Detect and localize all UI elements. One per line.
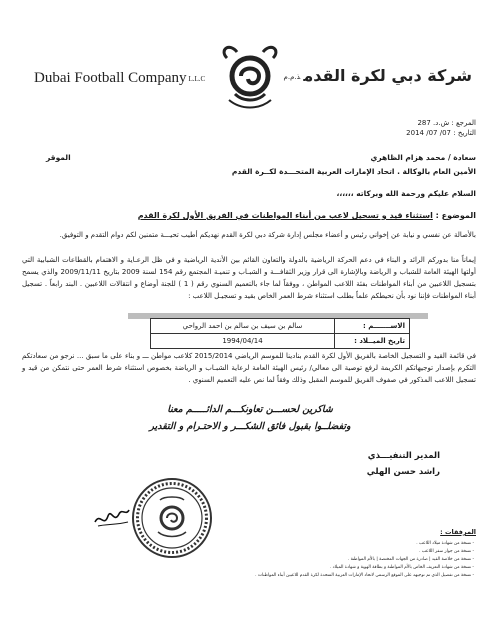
attachment-item: - نسخة من تفصيل الذي تم توجيهه على الموقع الرسمي لاتحاد الإمارات العربية المتحدة لكرة القدم للاعبين أبناء المواطنات .	[255, 573, 474, 578]
company-suffix-ar: ذ.م.م	[283, 72, 301, 81]
player-info-table	[150, 318, 410, 349]
closing-thanks: شاكرين لحســـن تعاونكـــم الدائـــــم معنا	[167, 404, 333, 415]
player-name-label: الاســـــــم :	[335, 319, 410, 334]
table-row	[151, 334, 410, 349]
company-name-arabic	[284, 66, 472, 85]
closing-regards: وتفضلــوا بقبول فائق الشكـــر و الاحتـرام و التقدير	[149, 421, 351, 432]
table-row	[151, 319, 410, 334]
body-paragraph-3: في قائمة القيد و التسجيل الخاصة بالفريق الأول لكرة القدم بنادينا للموسم الرياضي 2015/2014 كلاعب مواطن ـــ و بناء على ما سبق ... نرجو من سعادتكم التكرم بإصدار توجيهاتكم الكريمة لرفع توصية الى معالي/ رئيس الهيئة العامة لرعاية الشبـاب و الرياضة بخصوص استثناء شرط العمر حتى نتمكن من قيد و تسجيل اللاعب المذكور في صفوف الفريق للموسم المقبل وذلك وفقاً لما نص عليه التعميم السنوي .	[22, 352, 476, 384]
recipient-name: سعادة / محمد هزام الظاهري	[370, 153, 476, 162]
reference-block	[356, 118, 476, 138]
player-dob-label: تاريخ الميــلاد :	[335, 334, 410, 349]
attachment-item: - نسخة من شهادة ميلاد اللاعب .	[416, 541, 474, 546]
recipient-honorific: الموقر	[46, 153, 71, 162]
player-name-value: سالم بن سيف بن سالم بن احمد الرواحي	[151, 319, 335, 334]
recipient-block	[46, 152, 476, 177]
subject-line	[46, 211, 476, 220]
company-name-en-text: Dubai Football Company	[34, 70, 187, 86]
attachments-title: المرفقات :	[440, 528, 476, 536]
official-stamp-icon	[130, 476, 214, 560]
signatory-name: راشد حسن الهلي	[366, 467, 440, 477]
player-dob-value: 1994/04/14	[151, 334, 335, 349]
subject-label: الموضوع :	[435, 211, 476, 220]
company-name-ar-text: شركة دبي لكرة القدم	[303, 66, 472, 85]
recipient-position: الأمين العام بالوكالة . اتحاد الإمارات العربية المتحـــدة لكــرة القدم	[231, 167, 476, 176]
company-logo-icon	[215, 38, 285, 110]
greeting: السلام عليكم ورحمة الله وبركاته ،،،،،،	[336, 189, 476, 198]
company-name-english	[34, 70, 205, 87]
attachment-item: - نسخة من خلاصة القيد | صادرة من الجهات المختصة | بالأم المواطنة .	[347, 557, 474, 562]
signature-icon	[92, 498, 132, 532]
body-paragraph-1: بالأصالة عن نفسي و نيابة عن إخواني رئيس و أعضاء مجلس إدارة شركة دبي لكرة القدم نهديكم أطيب تحيـــة متمنين لكم دوام التقدم و التوفيق.	[59, 231, 476, 239]
reference-number: المرجع : ش.د. 287	[417, 119, 476, 127]
subject-text: استثناء قيد و تسجيل لاعب من أبناء المواطنات في الفريق الأول لكرة القدم	[137, 211, 433, 220]
attachment-item: - نسخة من شهادة التعريف الخاص بالأم المواطنة و بطاقة الهوية و شهادة الميلاد .	[329, 565, 474, 570]
body-paragraph-2: إيماناً منا بدوركم الرائد و البناء في دعم الحركة الرياضية بالدولة والتعاون القائم بين الأندية الرياضية و في ظل الرعـاية و الاهتمام بالقطاعات الشبابية التي أولتها الهيئة العامة للشباب و الرياضة وبالإشارة الى قرار وزير الثقافـــة و الشبـاب و تنميـة المجتمع رقم 154 لسنة 2009 بتاريخ 2009/11/11 والذي يسمح بتسجيل اللاعبين من أبناء المواطنات بفئة اللاعب المواطن ، ووفقاً لما جاء بالتعميم السنوي رقم ( 1 ) للجنة أوضاع و انتقالات اللاعبين . البند رابعاً . تسجيل أبناء المواطنات فإننا نود بأن نحيطكم علماً بطلب استثناء شرط العمر الخاص بقيد و تسجيـل اللاعب :	[22, 256, 476, 300]
signatory-title: المدير التنفيـــذي	[367, 451, 440, 461]
attachment-item: - نسخة من جواز سفر اللاعب .	[419, 549, 474, 554]
company-suffix-en: L.L.C	[188, 74, 206, 83]
reference-date: التاريخ : 07/ 07/ 2014	[406, 129, 476, 137]
